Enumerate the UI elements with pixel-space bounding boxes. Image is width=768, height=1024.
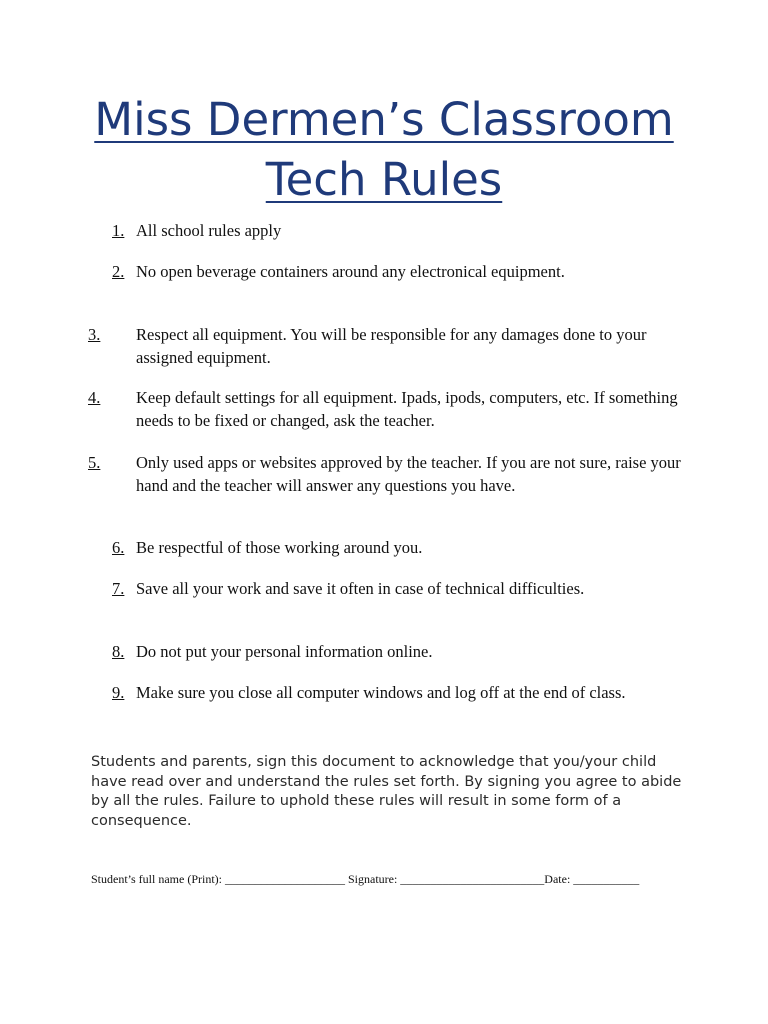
rule-text: Be respectful of those working around you. [136, 538, 423, 557]
rule-number: 5. [88, 453, 101, 472]
rule-item-7 [112, 577, 672, 600]
page-title-line-1: Miss Dermen’s Classroom [94, 93, 674, 146]
rule-text: Do not put your personal information online. [136, 642, 433, 661]
page-title-line-2: Tech Rules [265, 153, 503, 206]
rule-item-3 [88, 323, 681, 369]
rule-number: 9. [112, 683, 125, 702]
rule-number: 8. [112, 642, 125, 661]
rule-item-2 [112, 260, 672, 283]
rule-number: 2. [112, 262, 125, 281]
rule-text: Make sure you close all computer windows and log off at the end of class. [136, 683, 626, 702]
rule-item-4 [88, 386, 681, 432]
rule-text: Only used apps or websites approved by the teacher. If you are not sure, raise your hand and the teacher will answer any questions you have. [136, 453, 681, 495]
rule-item-5 [88, 451, 681, 497]
rule-item-1 [112, 219, 672, 242]
rule-text: Save all your work and save it often in case of technical difficulties. [136, 579, 585, 598]
signature-line: Student’s full name (Print): ____________________ Signature: ________________________Date: ___________ [91, 872, 640, 886]
rule-text: No open beverage containers around any electronical equipment. [136, 262, 565, 281]
rule-text: All school rules apply [136, 221, 282, 240]
rule-text: Keep default settings for all equipment. Ipads, ipods, computers, etc. If something needs to be fixed or changed, ask the teacher. [136, 388, 678, 430]
rule-number: 6. [112, 538, 125, 557]
acknowledgement-paragraph: Students and parents, sign this document to acknowledge that you/your child have read over and understand the rules set forth. By signing you agree to abide by all the rules. Failure to uphold these rules will result in some form of a consequence. [91, 754, 682, 829]
rule-number: 4. [88, 388, 101, 407]
rule-item-9 [112, 681, 672, 704]
rule-item-8 [112, 640, 672, 663]
rule-number: 7. [112, 579, 125, 598]
rule-number: 1. [112, 221, 125, 240]
rule-text: Respect all equipment. You will be responsible for any damages done to your assigned equipment. [136, 325, 647, 367]
rule-number: 3. [88, 325, 101, 344]
rule-item-6 [112, 536, 672, 559]
